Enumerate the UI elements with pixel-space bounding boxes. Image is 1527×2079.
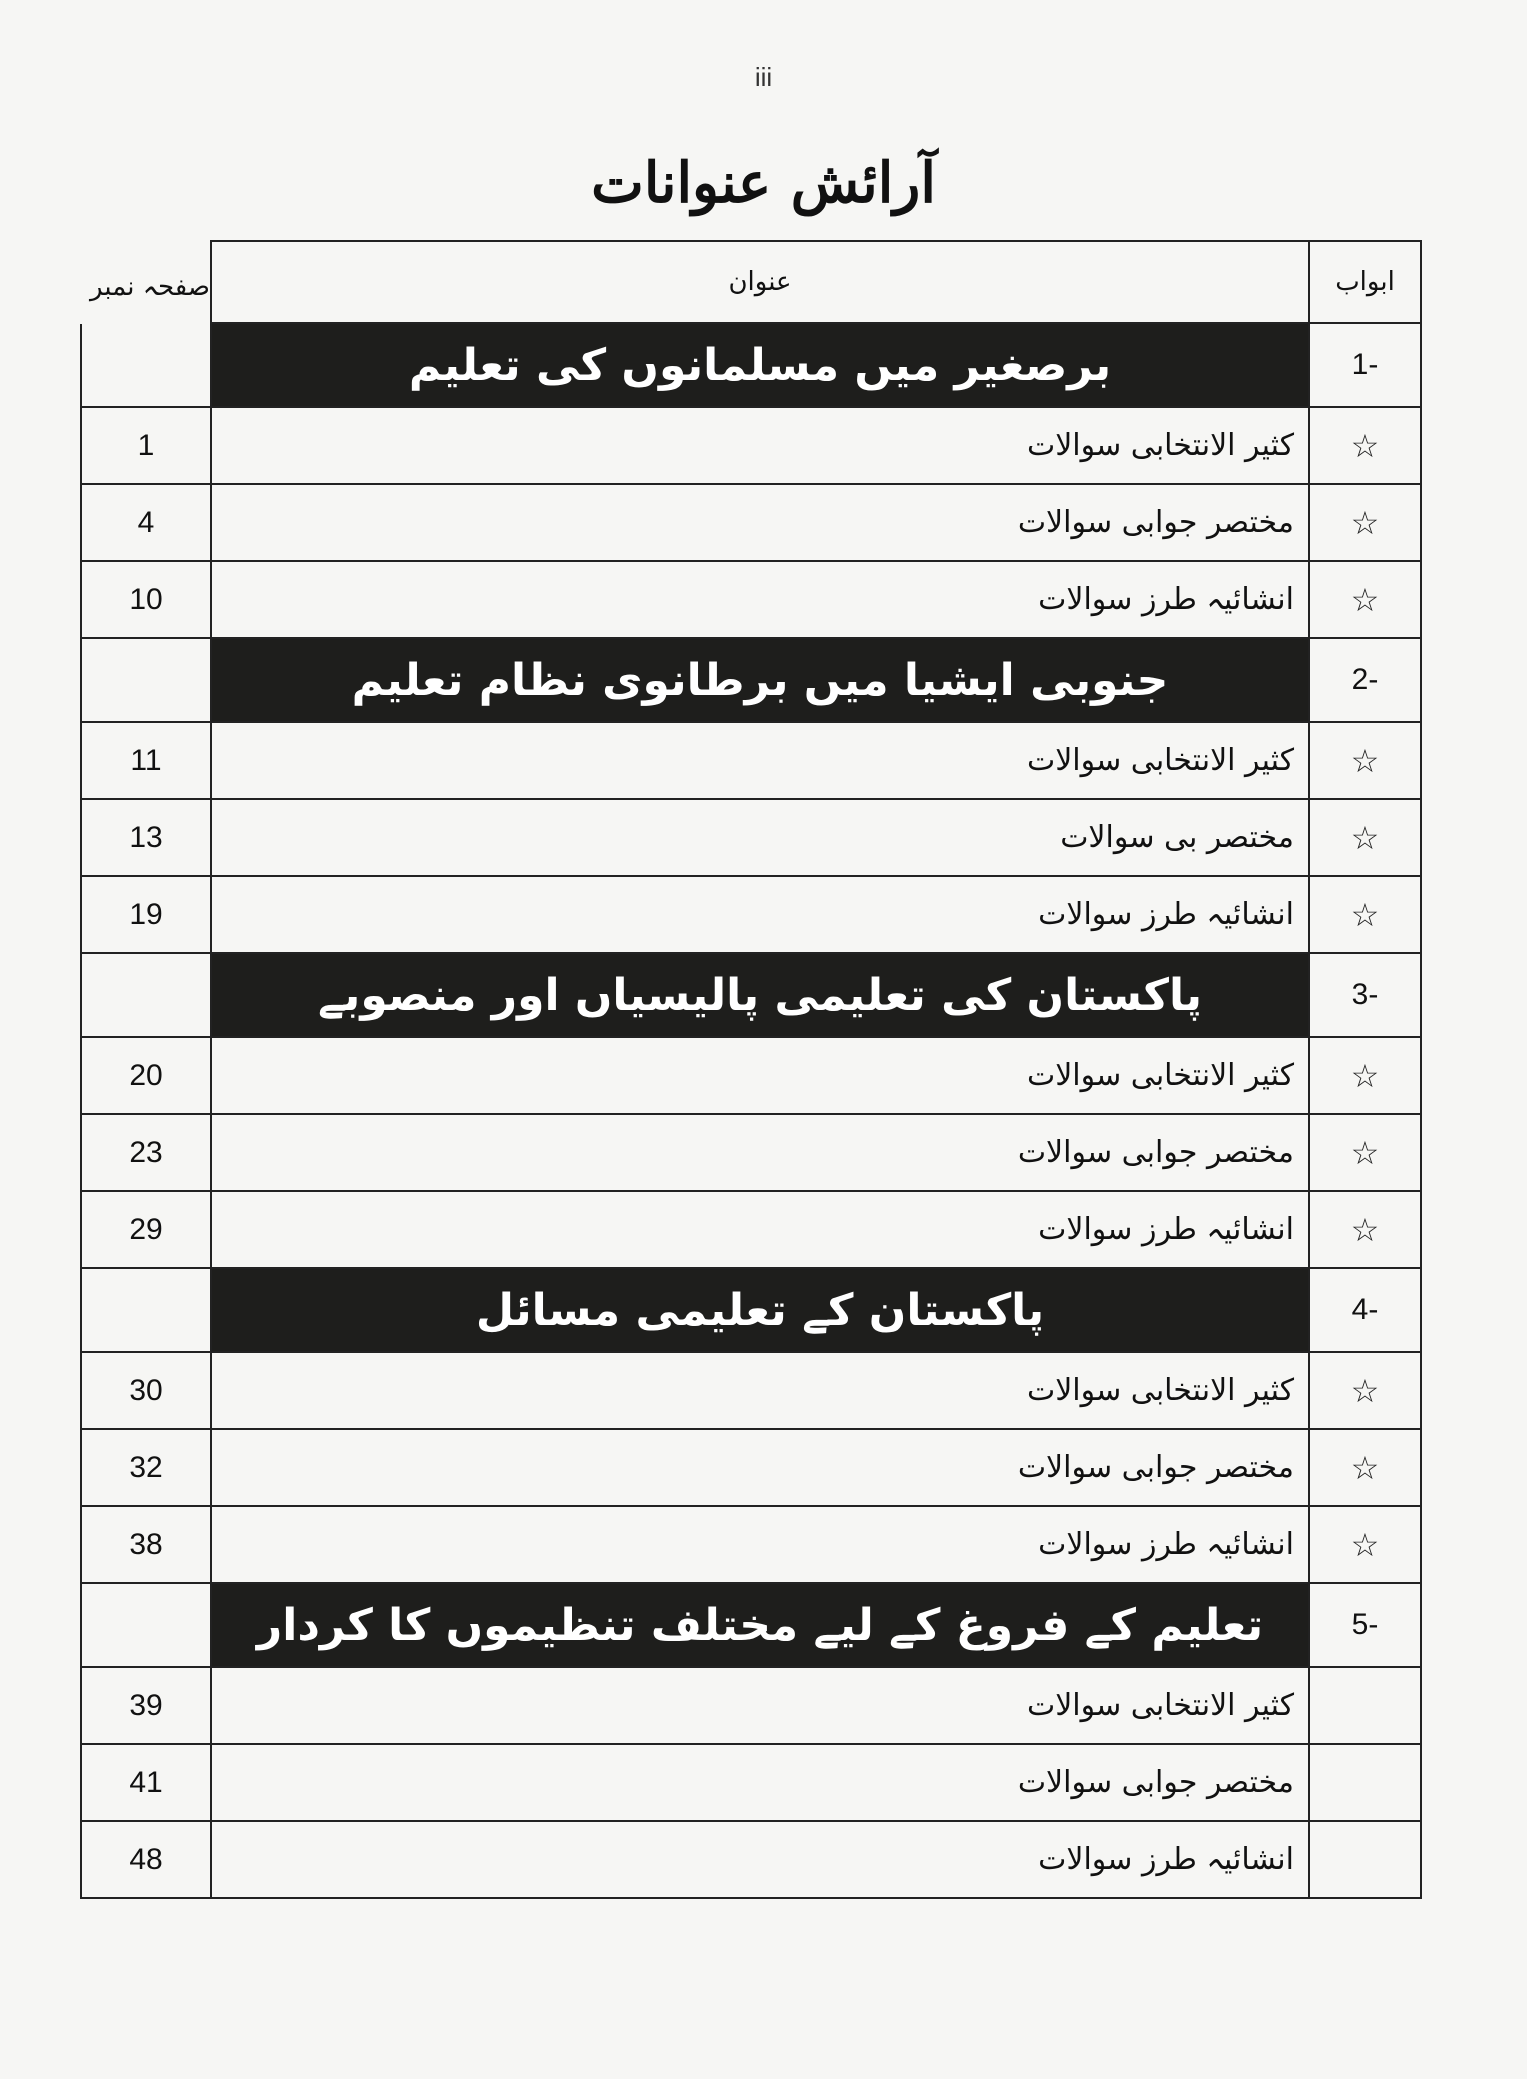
item-title-cell: [210, 800, 1310, 877]
item-page-cell: [80, 562, 212, 639]
star-icon: ☆: [1350, 819, 1380, 856]
chapter-title: برصغیر میں مسلمانوں کی تعلیم: [408, 339, 1112, 391]
chapter-page-cell: [80, 324, 212, 408]
item-title-cell: [210, 562, 1310, 639]
header-chapter-cell: [1308, 240, 1422, 324]
page-column-header: صفحہ نمبر: [90, 272, 210, 302]
star-icon: ☆: [1350, 1372, 1380, 1409]
item-marker-cell: [1308, 1353, 1422, 1430]
item-title-cell: [210, 1115, 1310, 1192]
item-page-cell: [80, 1353, 212, 1430]
header-title-label: عنوان: [728, 267, 792, 297]
item-label: مختصر جوابی سوالات: [1017, 1450, 1294, 1485]
toc-item-row[interactable]: [80, 1353, 1422, 1430]
chapter-row: [80, 324, 1422, 408]
item-label: انشائیہ طرز سوالات: [1038, 1842, 1294, 1877]
toc-item-row[interactable]: [80, 723, 1422, 800]
chapter-page-cell: [80, 1584, 212, 1668]
chapter-title: جنوبی ایشیا میں برطانوی نظام تعلیم: [351, 654, 1169, 706]
item-label: انشائیہ طرز سوالات: [1038, 1212, 1294, 1247]
page-title: آرائش عنوانات: [591, 150, 936, 216]
chapter-row: [80, 954, 1422, 1038]
chapter-row: [80, 1269, 1422, 1353]
toc-item-row[interactable]: [80, 800, 1422, 877]
chapter-title: پاکستان کی تعلیمی پالیسیاں اور منصوبے: [318, 969, 1202, 1021]
item-page-cell: [80, 1745, 212, 1822]
toc-header-row: [80, 240, 1422, 324]
item-page-cell: [80, 800, 212, 877]
star-icon: ☆: [1350, 1134, 1380, 1171]
chapter-row: [80, 1584, 1422, 1668]
chapter-page-cell: [80, 1269, 212, 1353]
chapter-number: 2-: [1351, 663, 1379, 696]
item-page-number: 11: [130, 743, 162, 777]
toc-item-row[interactable]: [80, 1115, 1422, 1192]
chapter-title-cell: [210, 324, 1310, 408]
toc-item-row[interactable]: [80, 1822, 1422, 1899]
item-page-number: 10: [129, 582, 163, 616]
item-page-cell: [80, 1430, 212, 1507]
chapter-number-cell: [1308, 1269, 1422, 1353]
chapter-number-cell: [1308, 639, 1422, 723]
item-marker-cell: [1308, 1507, 1422, 1584]
item-page-number: 19: [129, 897, 163, 931]
toc-item-row[interactable]: [80, 1668, 1422, 1745]
item-title-cell: [210, 485, 1310, 562]
item-page-number: 1: [137, 428, 155, 462]
item-marker-cell: [1308, 1115, 1422, 1192]
item-title-cell: [210, 877, 1310, 954]
chapter-page-cell: [80, 954, 212, 1038]
chapter-title-cell: [210, 954, 1310, 1038]
chapter-number: 1-: [1351, 348, 1379, 381]
item-page-number: 29: [129, 1212, 163, 1246]
item-label: انشائیہ طرز سوالات: [1038, 1527, 1294, 1562]
item-page-number: 41: [129, 1765, 163, 1799]
item-page-number: 39: [129, 1688, 163, 1722]
item-marker-cell: [1308, 800, 1422, 877]
item-label: کثیر الانتخابی سوالات: [1026, 428, 1294, 463]
toc-item-row[interactable]: [80, 1745, 1422, 1822]
item-title-cell: [210, 1038, 1310, 1115]
item-title-cell: [210, 723, 1310, 800]
item-title-cell: [210, 1822, 1310, 1899]
toc-item-row[interactable]: [80, 485, 1422, 562]
item-label: کثیر الانتخابی سوالات: [1026, 1688, 1294, 1723]
item-title-cell: [210, 1668, 1310, 1745]
toc-item-row[interactable]: [80, 408, 1422, 485]
item-page-number: 4: [137, 505, 155, 539]
item-label: کثیر الانتخابی سوالات: [1026, 1373, 1294, 1408]
item-page-number: 48: [129, 1842, 163, 1876]
item-marker-cell: [1308, 408, 1422, 485]
item-page-cell: [80, 877, 212, 954]
item-marker-cell: [1308, 1668, 1422, 1745]
star-icon: ☆: [1350, 1211, 1380, 1248]
item-label: کثیر الانتخابی سوالات: [1026, 743, 1294, 778]
item-title-cell: [210, 408, 1310, 485]
toc-item-row[interactable]: [80, 877, 1422, 954]
star-icon: ☆: [1350, 1449, 1380, 1486]
item-label: کثیر الانتخابی سوالات: [1026, 1058, 1294, 1093]
toc-item-row[interactable]: [80, 1038, 1422, 1115]
item-label: مختصر جوابی سوالات: [1017, 1765, 1294, 1800]
item-marker-cell: [1308, 1745, 1422, 1822]
chapter-number: 5-: [1351, 1608, 1379, 1641]
star-icon: ☆: [1350, 1526, 1380, 1563]
header-page-cell: [80, 240, 212, 324]
item-page-cell: [80, 1192, 212, 1269]
header-chapter-label: ابواب: [1335, 267, 1395, 297]
item-title-cell: [210, 1745, 1310, 1822]
item-page-number: 30: [129, 1373, 163, 1407]
chapter-number: 4-: [1351, 1293, 1379, 1326]
item-page-cell: [80, 485, 212, 562]
star-icon: ☆: [1350, 1057, 1380, 1094]
item-label: انشائیہ طرز سوالات: [1038, 582, 1294, 617]
chapter-row: [80, 639, 1422, 723]
chapter-title: تعلیم کے فروغ کے لیے مختلف تنظیموں کا کردار: [256, 1599, 1264, 1651]
item-page-cell: [80, 723, 212, 800]
item-marker-cell: [1308, 1430, 1422, 1507]
item-page-cell: [80, 1038, 212, 1115]
item-marker-cell: [1308, 1822, 1422, 1899]
toc-table: [80, 240, 1422, 1916]
star-icon: ☆: [1350, 504, 1380, 541]
toc-item-row[interactable]: [80, 1192, 1422, 1269]
toc-item-row[interactable]: [80, 1430, 1422, 1507]
chapter-title-cell: [210, 1269, 1310, 1353]
item-page-cell: [80, 1115, 212, 1192]
star-icon: ☆: [1350, 427, 1380, 464]
item-page-number: 23: [129, 1135, 163, 1169]
item-page-cell: [80, 1822, 212, 1899]
item-page-number: 38: [129, 1527, 163, 1561]
item-label: مختصر جوابی سوالات: [1017, 505, 1294, 540]
item-marker-cell: [1308, 1038, 1422, 1115]
header-title-cell: [210, 240, 1310, 324]
item-label: انشائیہ طرز سوالات: [1038, 897, 1294, 932]
item-title-cell: [210, 1192, 1310, 1269]
item-page-cell: [80, 1668, 212, 1745]
item-marker-cell: [1308, 723, 1422, 800]
toc-item-row[interactable]: [80, 1507, 1422, 1584]
chapter-number-cell: [1308, 954, 1422, 1038]
item-title-cell: [210, 1430, 1310, 1507]
item-page-cell: [80, 408, 212, 485]
star-icon: ☆: [1350, 581, 1380, 618]
item-label: مختصر جوابی سوالات: [1017, 1135, 1294, 1170]
item-page-number: 20: [129, 1058, 163, 1092]
chapter-number: 3-: [1351, 978, 1379, 1011]
item-marker-cell: [1308, 1192, 1422, 1269]
chapter-page-cell: [80, 639, 212, 723]
chapter-title: پاکستان کے تعلیمی مسائل: [475, 1284, 1045, 1336]
item-marker-cell: [1308, 485, 1422, 562]
chapter-number-cell: [1308, 324, 1422, 408]
chapter-title-cell: [210, 639, 1310, 723]
item-title-cell: [210, 1507, 1310, 1584]
chapter-number-cell: [1308, 1584, 1422, 1668]
item-page-cell: [80, 1507, 212, 1584]
item-page-number: 13: [129, 820, 163, 854]
item-page-number: 32: [129, 1450, 163, 1484]
chapter-title-cell: [210, 1584, 1310, 1668]
item-title-cell: [210, 1353, 1310, 1430]
star-icon: ☆: [1350, 742, 1380, 779]
star-icon: ☆: [1350, 896, 1380, 933]
item-marker-cell: [1308, 562, 1422, 639]
item-marker-cell: [1308, 877, 1422, 954]
item-label: مختصر بی سوالات: [1060, 820, 1294, 855]
page-number: iii: [754, 62, 773, 92]
toc-item-row[interactable]: [80, 562, 1422, 639]
